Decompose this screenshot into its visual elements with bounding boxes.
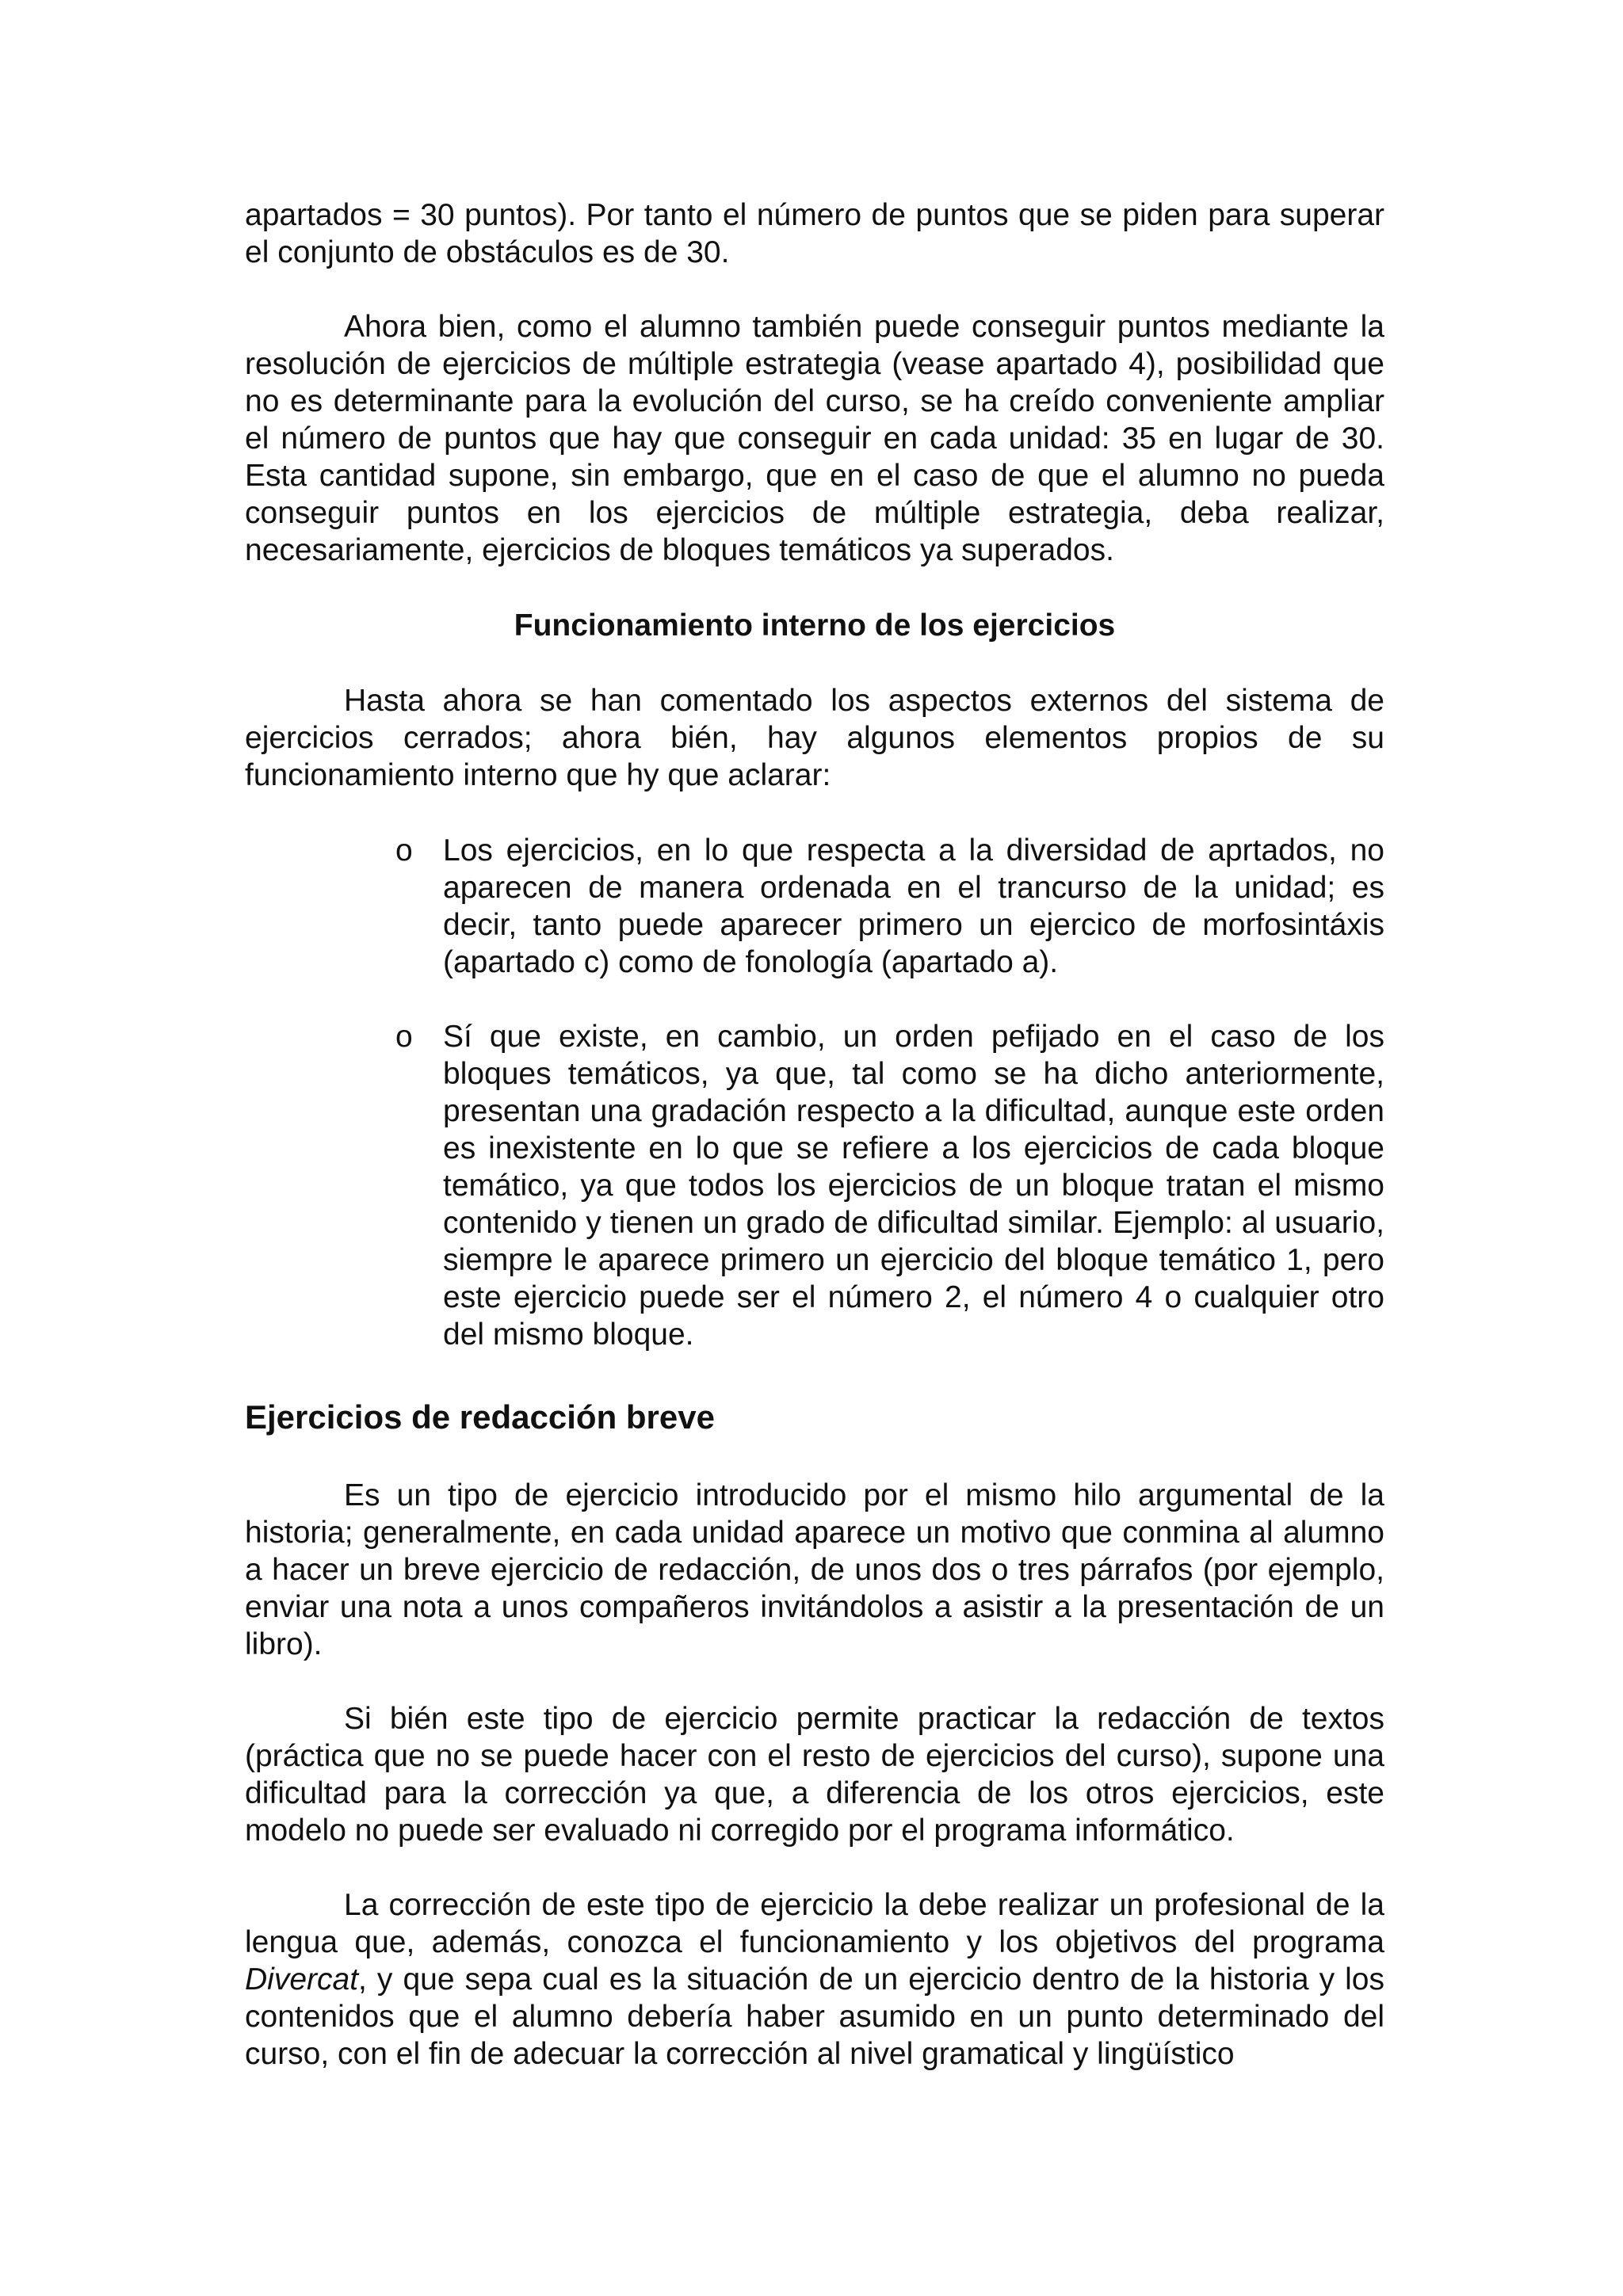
- program-name-divercat: Divercat: [245, 1962, 359, 1997]
- subheading-funcionamiento: Funcionamiento interno de los ejercicios: [514, 608, 1116, 643]
- paragraph-2: Ahora bien, como el alumno también puede conseguir puntos mediante la resolución de ejercicios de múltiple estrategia (vease apartado 4), posibilidad que no es determinante para la evolución del curso, se ha creído conveniente ampliar el número de puntos que hay que conseguir en cada unidad: 35 en lugar de 30. Esta cantidad supone, sin embargo, que en el caso de que el alumno no pueda conseguir puntos en los ejercicios de múltiple estrategia, deba realizar, necesariamente, ejercicios de bloques temáticos ya superados.: [245, 310, 1384, 567]
- paragraph-6: [245, 1886, 1384, 2073]
- paragraph-6-end: , y que sepa cual es la situación de un ejercicio dentro de la historia y los contenidos que el alumno debería haber asumido en un punto determinado del curso, con el fin de adecuar la corrección al nivel gramatical y lingüístico: [245, 1962, 1384, 2071]
- bullet-text-1: Los ejercicios, en lo que respecta a la diversidad de aprtados, no aparecen de manera ordenada en el trancurso de la unidad; es decir, tanto puede aparecer primero un ejercico de morfosintáxis (apartado c) como de fonología (apartado a).: [443, 833, 1384, 979]
- bullet-item-2: [245, 1018, 1384, 1353]
- paragraph-4: Es un tipo de ejercicio introducido por el mismo hilo argumental de la historia; generalmente, en cada unidad aparece un motivo que conmina al alumno a hacer un breve ejercicio de redacción, de unos dos o tres párrafos (por ejemplo, enviar una nota a unos compañeros invitándolos a asistir a la presentación de un libro).: [245, 1478, 1384, 1661]
- bullet-item-1: [245, 832, 1384, 981]
- paragraph-1: apartados = 30 puntos). Por tanto el número de puntos que se piden para superar el conjunto de obstáculos es de 30.: [245, 198, 1384, 269]
- paragraph-6-start: La corrección de este tipo de ejercicio la debe realizar un profesional de la lengua que, además, conozca el funcionamiento y los objetivos del programa: [245, 1888, 1384, 1959]
- paragraph-5: Si bién este tipo de ejercicio permite practicar la redacción de textos (práctica que no se puede hacer con el resto de ejercicios del curso), supone una dificultad para la corrección ya que, a diferencia de los otros ejercicios, este modelo no puede ser evaluado ni corregido por el programa informático.: [245, 1702, 1384, 1848]
- bullet-marker-icon: o: [395, 833, 413, 868]
- paragraph-3: Hasta ahora se han comentado los aspectos externos del sistema de ejercicios cerrados; ahora bién, hay algunos elementos propios de su funcionamiento interno que hy que aclarar:: [245, 684, 1384, 792]
- bullet-text-2: Sí que existe, en cambio, un orden pefijado en el caso de los bloques temáticos, ya que, tal como se ha dicho anteriormente, presentan una gradación respecto a la dificultad, aunque este orden es inexistente en lo que se refiere a los ejercicios de cada bloque temático, ya que todos los ejercicios de un bloque tratan el mismo contenido y tienen un grado de dificultad similar. Ejemplo: al usuario, siempre le aparece primero un ejercicio del bloque temático 1, pero este ejercicio puede ser el número 2, el número 4 o cualquier otro del mismo bloque.: [443, 1020, 1384, 1352]
- bullet-marker-icon: o: [395, 1020, 413, 1054]
- section-heading-redaccion: Ejercicios de redacción breve: [245, 1398, 715, 1436]
- bullet-list: [245, 832, 1384, 1353]
- document-body: [245, 196, 1384, 2073]
